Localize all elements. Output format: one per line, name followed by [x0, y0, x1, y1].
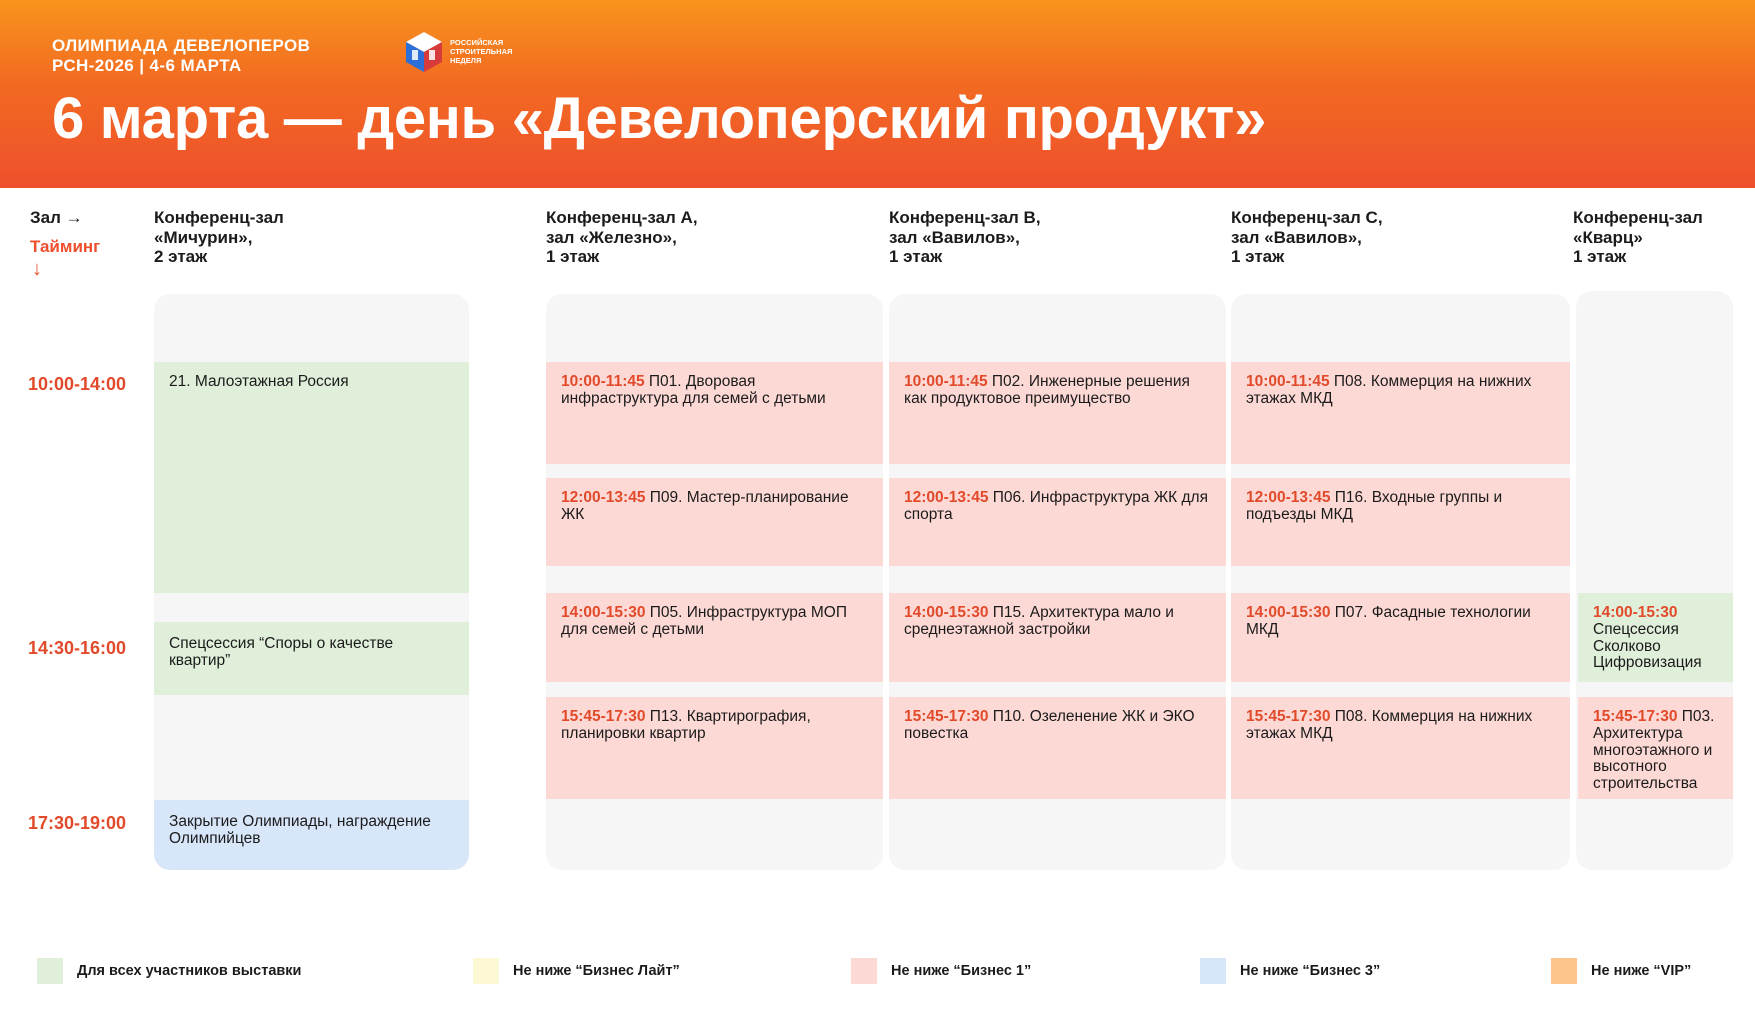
session-title: Спецсессия “Споры о качестве квартир” — [169, 635, 394, 669]
session-time: 14:00-15:30 — [1246, 604, 1331, 621]
session-title: П16. Входные группы и подъезды МКД — [1246, 489, 1503, 523]
session-title: П13. Квартирография, планировки квартир — [561, 708, 811, 742]
rsn-logo — [404, 30, 544, 74]
legend-swatch — [851, 958, 877, 984]
session-card[interactable] — [889, 697, 1226, 799]
session-card[interactable] — [1231, 362, 1570, 464]
session-card[interactable] — [1231, 593, 1570, 682]
session-title: П10. Озеленение ЖК и ЭКО повестка — [904, 708, 1195, 742]
brand-line-1: ОЛИМПИАДА ДЕВЕЛОПЕРОВ — [52, 36, 311, 55]
page-title: 6 марта — день «Девелоперский продукт» — [52, 86, 1267, 151]
session-card[interactable] — [1231, 478, 1570, 566]
session-card[interactable] — [889, 478, 1226, 566]
session-title: П08. Коммерция на нижних этажах МКД — [1246, 373, 1532, 407]
session-card[interactable] — [889, 593, 1226, 682]
session-time: 12:00-13:45 — [904, 489, 989, 506]
legend-swatch — [473, 958, 499, 984]
session-time: 12:00-13:45 — [1246, 489, 1331, 506]
session-card[interactable] — [546, 362, 883, 464]
hall-axis-label: Зал → — [30, 208, 83, 227]
header-banner — [0, 0, 1755, 188]
legend-swatch — [37, 958, 63, 984]
time-label-evening: 17:30-19:00 — [28, 813, 127, 833]
time-label-afternoon: 14:30-16:00 — [28, 638, 127, 658]
session-time: 14:00-15:30 — [904, 604, 989, 621]
cube-logo-icon — [404, 30, 444, 74]
session-card[interactable] — [889, 362, 1226, 464]
session-time: 15:45-17:30 — [561, 708, 646, 725]
session-card[interactable] — [546, 697, 883, 799]
session-title: П03. Архитектура многоэтажного и высотного строительства — [1593, 708, 1715, 793]
session-title: П07. Фасадные технологии МКД — [1246, 604, 1531, 638]
session-card[interactable] — [154, 362, 469, 593]
session-time: 14:00-15:30 — [561, 604, 646, 621]
session-time: 12:00-13:45 — [561, 489, 646, 506]
session-title: Закрытие Олимпиады, награждение Олимпийцев — [169, 813, 431, 847]
logo-text: РОССИЙСКАЯ СТРОИТЕЛЬНАЯ НЕДЕЛЯ — [450, 38, 513, 65]
session-time: 14:00-15:30 — [1593, 604, 1678, 621]
legend-label: Не ниже “VIP” — [1591, 963, 1692, 979]
session-time: 15:45-17:30 — [1246, 708, 1331, 725]
session-time: 15:45-17:30 — [1593, 708, 1678, 725]
column-header-hall-b: Конференц-зал В, зал «Вавилов», 1 этаж — [889, 208, 1041, 266]
arrow-down-icon: ↓ — [32, 258, 42, 280]
session-card[interactable] — [1578, 697, 1733, 799]
session-card[interactable] — [154, 800, 469, 870]
session-card[interactable] — [1578, 593, 1733, 682]
session-title: П05. Инфраструктура МОП для семей с детьми — [561, 604, 847, 638]
legend-label: Не ниже “Бизнес 1” — [891, 963, 1032, 979]
column-header-michurin: Конференц-зал «Мичурин», 2 этаж — [154, 208, 284, 266]
session-title: П08. Коммерция на нижних этажах МКД — [1246, 708, 1533, 742]
legend-swatch — [1551, 958, 1577, 984]
session-time: 15:45-17:30 — [904, 708, 989, 725]
session-title: П01. Дворовая инфраструктура для семей с детьми — [561, 373, 826, 407]
legend-label: Не ниже “Бизнес Лайт” — [513, 963, 680, 979]
session-title: 21. Малоэтажная Россия — [169, 373, 349, 390]
session-title: Спецсессия Сколково Цифровизация — [1593, 620, 1702, 672]
session-time: 10:00-11:45 — [561, 373, 645, 390]
session-title: П15. Архитектура мало и среднеэтажной застройки — [904, 604, 1174, 638]
session-card[interactable] — [546, 593, 883, 682]
session-time: 10:00-11:45 — [1246, 373, 1330, 390]
column-header-kvarts: Конференц-зал «Кварц» 1 этаж — [1573, 208, 1703, 266]
legend-label: Не ниже “Бизнес 3” — [1240, 963, 1381, 979]
session-title: П06. Инфраструктура ЖК для спорта — [904, 489, 1208, 523]
event-brand — [52, 36, 310, 76]
session-time: 10:00-11:45 — [904, 373, 988, 390]
session-title: П09. Мастер-планирование ЖК — [561, 489, 849, 523]
brand-line-2: РСН-2026 | 4-6 МАРТА — [52, 56, 242, 75]
column-header-hall-c: Конференц-зал С, зал «Вавилов», 1 этаж — [1231, 208, 1383, 266]
session-card[interactable] — [1231, 697, 1570, 799]
time-label-morning: 10:00-14:00 — [28, 374, 127, 394]
session-title: П02. Инженерные решения как продуктовое преимущество — [904, 373, 1190, 407]
session-card[interactable] — [154, 622, 469, 695]
legend-swatch — [1200, 958, 1226, 984]
column-header-hall-a: Конференц-зал А, зал «Железно», 1 этаж — [546, 208, 698, 266]
legend-label: Для всех участников выставки — [77, 963, 302, 979]
timing-axis-label: Тайминг — [30, 237, 101, 256]
session-card[interactable] — [546, 478, 883, 566]
